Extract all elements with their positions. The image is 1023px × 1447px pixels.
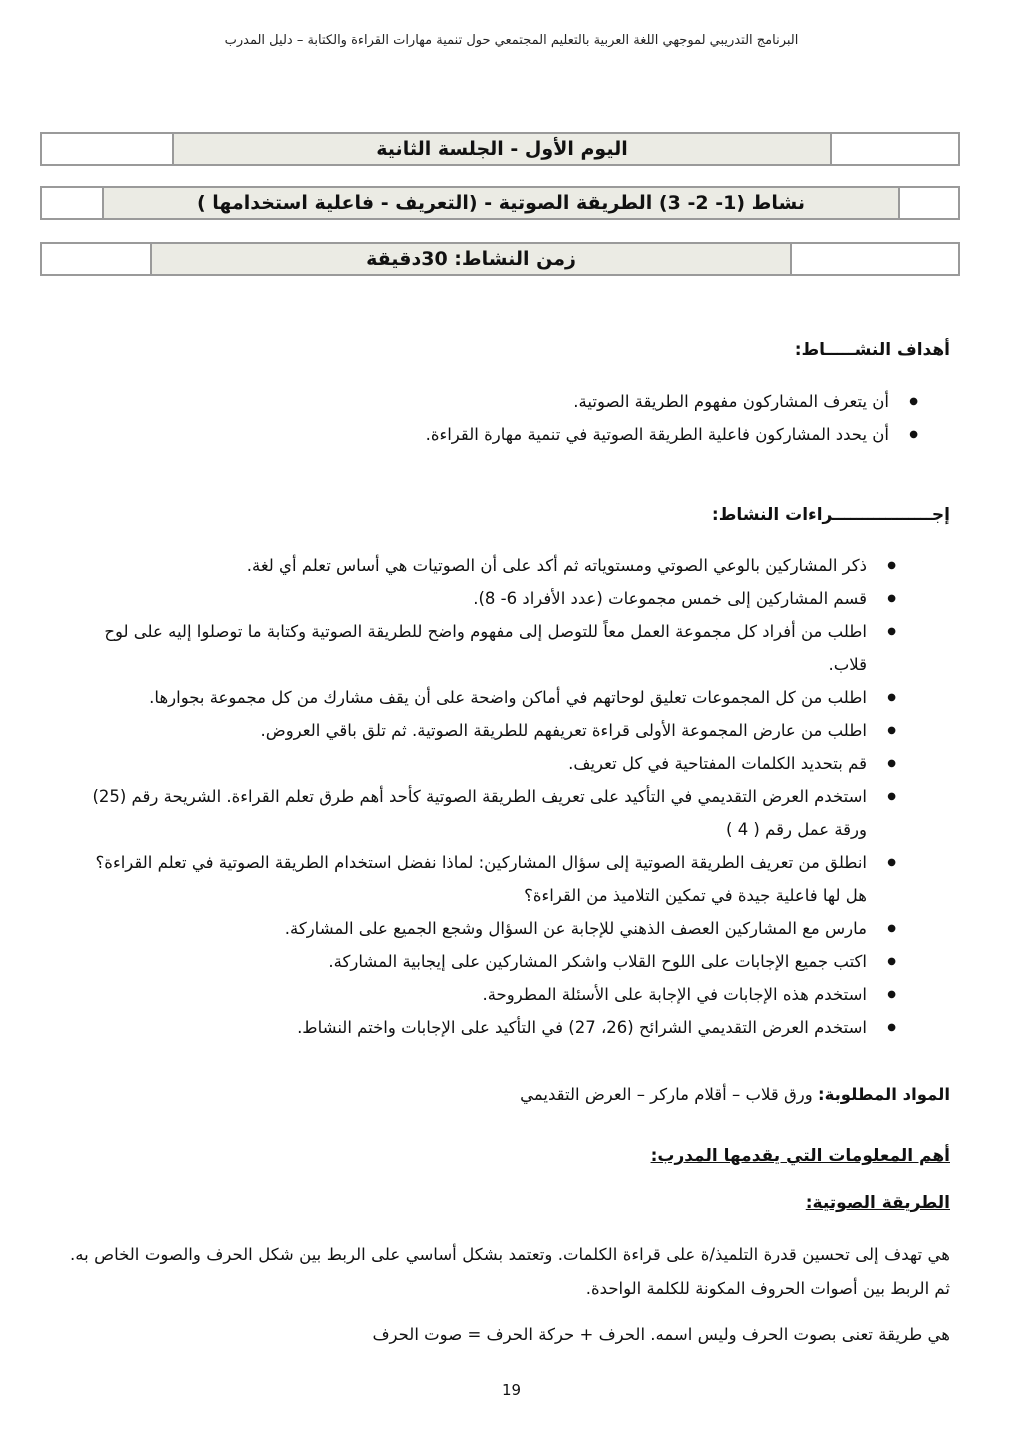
procedure-item: ● اطلب من عارض المجموعة الأولى قراءة تعريفهم للطريقة الصوتية. ثم تلق باقي العروض.: [72, 714, 867, 747]
materials-line: [70, 1078, 950, 1112]
procedure-item: ● مارس مع المشاركين العصف الذهني للإجابة عن السؤال وشجع الجميع على المشاركة.: [72, 912, 867, 945]
page-number: 19: [501, 1381, 522, 1399]
procedure-item: ● استخدم هذه الإجابات في الإجابة على الأسئلة المطروحة.: [72, 978, 867, 1011]
trainer-info-heading: أهم المعلومات التي يقدمها المدرب:: [650, 1146, 950, 1166]
procedure-item: ● قم بتحديد الكلمات المفتاحية في كل تعريف.: [72, 747, 867, 780]
phonics-formula: هي طريقة تعنى بصوت الحرف وليس اسمه. الحرف + حركة الحرف = صوت الحرف: [372, 1325, 950, 1344]
procedure-item: ● اطلب من أفراد كل مجموعة العمل معاً للتوصل إلى مفهوم واضح للطريقة الصوتية وكتابة ما توصلوا إليه على لوح قلاب.: [72, 615, 867, 681]
session-title: اليوم الأول - الجلسة الثانية: [172, 134, 832, 164]
activity-banner: [40, 186, 960, 220]
procedure-item: ● ذكر المشاركين بالوعي الصوتي ومستوياته ثم أكد على أن الصوتيات هي أساس تعلم أي لغة.: [72, 549, 867, 582]
procedure-item: ● قسم المشاركين إلى خمس مجموعات (عدد الأفراد 6- 8).: [72, 582, 867, 615]
phonics-definition: هي تهدف إلى تحسين قدرة التلميذ/ة على قراءة الكلمات. وتعتمد بشكل أساسي على الربط بين شكل الحرف والصوت الخاص به. ثم الربط بين أصوات الحروف المكونة للكلمة الواحدة.: [70, 1245, 950, 1298]
objective-item: ● أن يحدد المشاركون فاعلية الطريقة الصوتية في تنمية مهارة القراءة.: [99, 418, 889, 451]
duration-title: زمن النشاط: 30دقيقة: [150, 244, 792, 274]
objectives-list: [99, 385, 889, 451]
objective-item: ● أن يتعرف المشاركون مفهوم الطريقة الصوتية.: [99, 385, 889, 418]
procedures-list: [72, 549, 867, 1044]
activity-title: نشاط (1- 2- 3) الطريقة الصوتية - (التعريف - فاعلية استخدامها ): [102, 188, 900, 218]
running-header: البرنامج التدريبي لموجهي اللغة العربية بالتعليم المجتمعي حول تنمية مهارات القراءة والكتابة – دليل المدرب: [224, 33, 799, 48]
procedures-heading: إجـــــــــــــــــراءات النشاط:: [711, 505, 950, 525]
objectives-heading: أهداف النشـــــاط:: [794, 340, 950, 360]
procedure-item: ● استخدم العرض التقديمي في التأكيد على تعريف الطريقة الصوتية كأحد أهم طرق تعلم القراءة. الشريحة رقم (25) ورقة عمل رقم ( 4 ): [72, 780, 867, 846]
materials-value: ورق قلاب – أقلام ماركر – العرض التقديمي: [520, 1085, 813, 1104]
procedure-item: ● استخدم العرض التقديمي الشرائح (26، 27) في التأكيد على الإجابات واختم النشاط.: [72, 1011, 867, 1044]
procedure-item: ● اطلب من كل المجموعات تعليق لوحاتهم في أماكن واضحة على أن يقف مشارك من كل مجموعة بجوارها.: [72, 681, 867, 714]
duration-banner: [40, 242, 960, 276]
phonics-heading: الطريقة الصوتية:: [805, 1193, 950, 1213]
procedure-item: ● اكتب جميع الإجابات على اللوح القلاب واشكر المشاركين على إيجابية المشاركة.: [72, 945, 867, 978]
materials-label: المواد المطلوبة:: [818, 1085, 950, 1104]
procedure-item: ● انطلق من تعريف الطريقة الصوتية إلى سؤال المشاركين: لماذا نفضل استخدام الطريقة الصوتية في تعلم القراءة؟ هل لها فاعلية جيدة في تمكين التلاميذ من القراءة؟: [72, 846, 867, 912]
session-banner: [40, 132, 960, 166]
